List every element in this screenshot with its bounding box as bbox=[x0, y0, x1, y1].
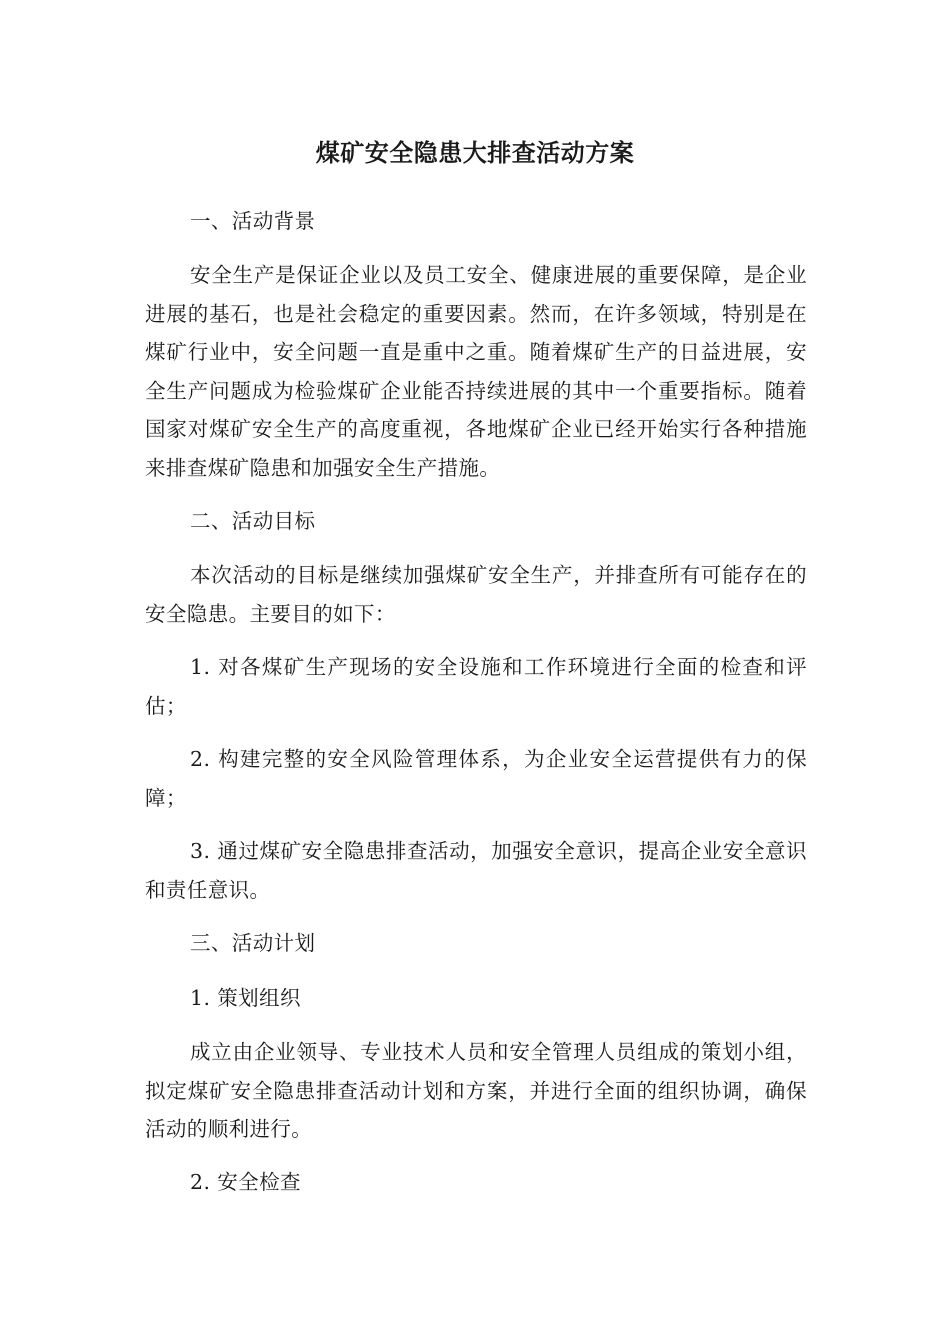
plan-subheading-inspection: 2. 安全检查 bbox=[190, 1170, 301, 1194]
goal-list-item-1: 1. 对各煤矿生产现场的安全设施和工作环境进行全面的检查和评估； bbox=[145, 655, 807, 718]
section-heading-background: 一、活动背景 bbox=[190, 209, 316, 233]
plan-subheading-organize: 1. 策划组织 bbox=[190, 986, 301, 1010]
goal-list-item-3: 3. 通过煤矿安全隐患排查活动，加强安全意识，提高企业安全意识和责任意识。 bbox=[145, 839, 807, 902]
paragraph-goal: 本次活动的目标是继续加强煤矿安全生产，并排查所有可能存在的安全隐患。主要目的如下： bbox=[145, 563, 807, 626]
goal-list-item-2: 2. 构建完整的安全风险管理体系，为企业安全运营提供有力的保障； bbox=[145, 747, 807, 810]
document-title: 煤矿安全隐患大排查活动方案 bbox=[315, 139, 635, 167]
paragraph-background: 安全生产是保证企业以及员工安全、健康进展的重要保障，是企业进展的基石，也是社会稳定的重要因素。然而，在许多领域，特别是在煤矿行业中，安全问题一直是重中之重。随着煤矿生产的日益进展，安全生产问题成为检验煤矿企业能否持续进展的其中一个重要指标。随着国家对煤矿安全生产的高度重视，各地煤矿企业已经开始实行各种措施来排查煤矿隐患和加强安全生产措施。 bbox=[145, 263, 807, 480]
section-heading-goal: 二、活动目标 bbox=[190, 509, 316, 533]
paragraph-plan-organize: 成立由企业领导、专业技术人员和安全管理人员组成的策划小组，拟定煤矿安全隐患排查活动计划和方案，并进行全面的组织协调，确保活动的顺利进行。 bbox=[145, 1040, 807, 1141]
section-heading-plan: 三、活动计划 bbox=[190, 931, 316, 955]
